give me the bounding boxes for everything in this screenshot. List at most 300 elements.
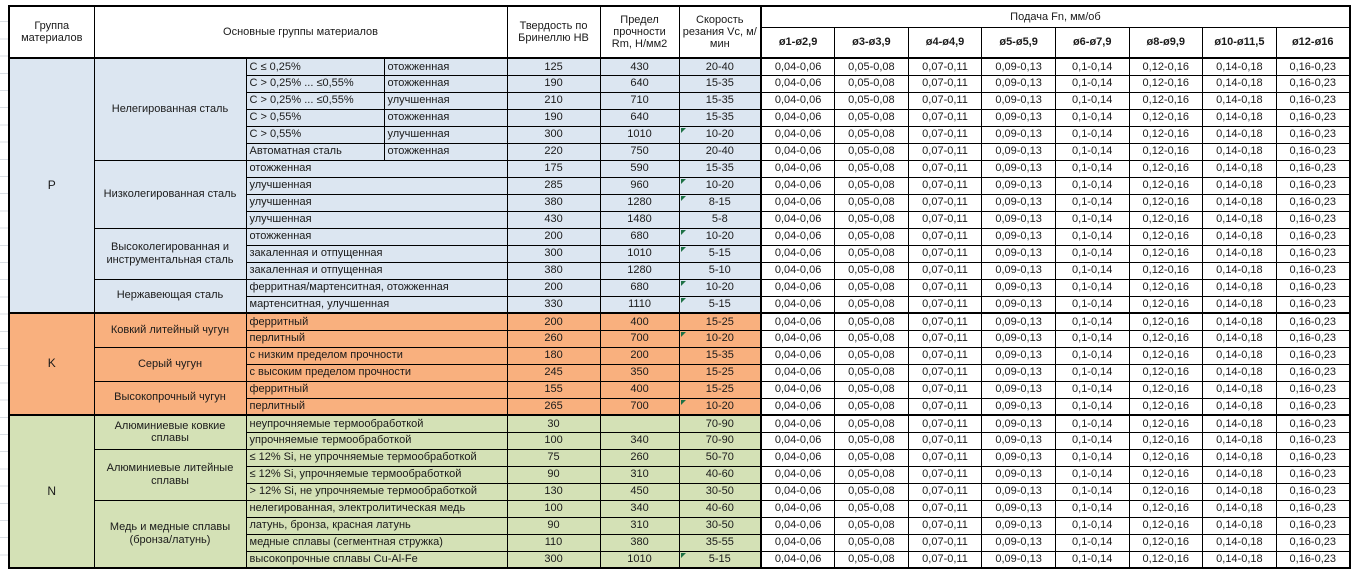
feed-cell[interactable]: 0,07-0,11 (908, 194, 982, 211)
feed-cell[interactable]: 0,09-0,13 (982, 432, 1056, 449)
feed-cell[interactable]: 0,14-0,18 (1203, 381, 1277, 398)
feed-cell[interactable]: 0,05-0,08 (835, 398, 909, 415)
feed-cell[interactable]: 0,07-0,11 (908, 347, 982, 364)
strength-cell[interactable]: 640 (600, 109, 679, 126)
feed-cell[interactable]: 0,09-0,13 (982, 228, 1056, 245)
feed-cell[interactable]: 0,16-0,23 (1276, 296, 1350, 313)
feed-cell[interactable]: 0,05-0,08 (835, 143, 909, 160)
hardness-cell[interactable]: 200 (507, 279, 600, 296)
feed-cell[interactable]: 0,07-0,11 (908, 126, 982, 143)
feed-cell[interactable]: 0,16-0,23 (1276, 483, 1350, 500)
feed-cell[interactable]: 0,09-0,13 (982, 75, 1056, 92)
subtype-cell[interactable]: C > 0,25% ... ≤0,55% (246, 92, 384, 109)
feed-cell[interactable]: 0,14-0,18 (1203, 245, 1277, 262)
col-header-material-group[interactable]: Группа материалов (9, 6, 94, 58)
feed-cell[interactable]: 0,05-0,08 (835, 500, 909, 517)
feed-cell[interactable]: 0,1-0,14 (1055, 75, 1129, 92)
feed-cell[interactable]: 0,1-0,14 (1055, 109, 1129, 126)
feed-cell[interactable]: 0,1-0,14 (1055, 177, 1129, 194)
feed-cell[interactable]: 0,16-0,23 (1276, 228, 1350, 245)
feed-cell[interactable]: 0,09-0,13 (982, 466, 1056, 483)
feed-cell[interactable]: 0,1-0,14 (1055, 432, 1129, 449)
feed-cell[interactable]: 0,1-0,14 (1055, 330, 1129, 347)
feed-cell[interactable]: 0,05-0,08 (835, 313, 909, 330)
feed-cell[interactable]: 0,04-0,06 (761, 313, 835, 330)
feed-cell[interactable]: 0,09-0,13 (982, 500, 1056, 517)
feed-cell[interactable]: 0,14-0,18 (1203, 313, 1277, 330)
feed-cell[interactable]: 0,1-0,14 (1055, 58, 1129, 75)
cutting-speed-cell[interactable]: 15-35 (679, 92, 761, 109)
cutting-speed-cell-flagged[interactable]: 5-15 (679, 296, 761, 313)
feed-cell[interactable]: 0,14-0,18 (1203, 296, 1277, 313)
feed-cell[interactable]: 0,1-0,14 (1055, 245, 1129, 262)
feed-cell[interactable]: 0,05-0,08 (835, 245, 909, 262)
feed-cell[interactable]: 0,05-0,08 (835, 58, 909, 75)
feed-cell[interactable]: 0,09-0,13 (982, 143, 1056, 160)
col-header-cutting-speed[interactable]: Скорость резания Vc, м/мин (679, 6, 761, 58)
material-desc-cell[interactable]: медные сплавы (сегментная стружка) (246, 534, 507, 551)
feed-cell[interactable]: 0,09-0,13 (982, 398, 1056, 415)
strength-cell[interactable]: 380 (600, 534, 679, 551)
feed-cell[interactable]: 0,1-0,14 (1055, 398, 1129, 415)
feed-cell[interactable]: 0,14-0,18 (1203, 194, 1277, 211)
feed-cell[interactable]: 0,07-0,11 (908, 313, 982, 330)
feed-cell[interactable]: 0,16-0,23 (1276, 534, 1350, 551)
col-header-dia-8[interactable]: ø12-ø16 (1276, 27, 1350, 58)
feed-cell[interactable]: 0,14-0,18 (1203, 143, 1277, 160)
feed-cell[interactable]: 0,1-0,14 (1055, 126, 1129, 143)
material-desc-cell[interactable]: мартенситная, улучшенная (246, 296, 507, 313)
feed-cell[interactable]: 0,16-0,23 (1276, 347, 1350, 364)
strength-cell[interactable] (600, 415, 679, 432)
cutting-speed-cell[interactable]: 20-40 (679, 143, 761, 160)
cutting-speed-cell[interactable]: 40-60 (679, 466, 761, 483)
feed-cell[interactable]: 0,14-0,18 (1203, 347, 1277, 364)
feed-cell[interactable]: 0,07-0,11 (908, 500, 982, 517)
feed-cell[interactable]: 0,14-0,18 (1203, 534, 1277, 551)
feed-cell[interactable]: 0,04-0,06 (761, 415, 835, 432)
material-group-cell[interactable]: Низколегированная сталь (94, 160, 246, 228)
cutting-speed-cell-flagged[interactable]: 10-20 (679, 279, 761, 296)
feed-cell[interactable]: 0,14-0,18 (1203, 398, 1277, 415)
feed-cell[interactable]: 0,1-0,14 (1055, 517, 1129, 534)
feed-cell[interactable]: 0,16-0,23 (1276, 415, 1350, 432)
feed-cell[interactable]: 0,14-0,18 (1203, 262, 1277, 279)
feed-cell[interactable]: 0,04-0,06 (761, 364, 835, 381)
hardness-cell[interactable]: 300 (507, 245, 600, 262)
feed-cell[interactable]: 0,1-0,14 (1055, 500, 1129, 517)
strength-cell[interactable]: 1110 (600, 296, 679, 313)
cutting-speed-cell[interactable]: 40-60 (679, 500, 761, 517)
feed-cell[interactable]: 0,04-0,06 (761, 534, 835, 551)
strength-cell[interactable]: 200 (600, 347, 679, 364)
feed-cell[interactable]: 0,04-0,06 (761, 245, 835, 262)
feed-cell[interactable]: 0,09-0,13 (982, 194, 1056, 211)
strength-cell[interactable]: 1010 (600, 126, 679, 143)
cutting-speed-cell[interactable]: 20-40 (679, 58, 761, 75)
feed-cell[interactable]: 0,14-0,18 (1203, 279, 1277, 296)
material-desc-cell[interactable]: с высоким пределом прочности (246, 364, 507, 381)
feed-cell[interactable]: 0,04-0,06 (761, 211, 835, 228)
feed-cell[interactable]: 0,04-0,06 (761, 483, 835, 500)
feed-cell[interactable]: 0,05-0,08 (835, 194, 909, 211)
feed-cell[interactable]: 0,16-0,23 (1276, 58, 1350, 75)
feed-cell[interactable]: 0,07-0,11 (908, 517, 982, 534)
strength-cell[interactable]: 310 (600, 517, 679, 534)
feed-cell[interactable]: 0,04-0,06 (761, 143, 835, 160)
strength-cell[interactable]: 640 (600, 75, 679, 92)
hardness-cell[interactable]: 100 (507, 500, 600, 517)
feed-cell[interactable]: 0,04-0,06 (761, 330, 835, 347)
feed-cell[interactable]: 0,14-0,18 (1203, 415, 1277, 432)
cutting-speed-cell[interactable]: 15-35 (679, 347, 761, 364)
treatment-cell[interactable]: улучшенная (384, 126, 507, 143)
feed-cell[interactable]: 0,07-0,11 (908, 432, 982, 449)
feed-cell[interactable]: 0,07-0,11 (908, 143, 982, 160)
material-desc-cell[interactable]: ферритная/мартенситная, отожженная (246, 279, 507, 296)
feed-cell[interactable]: 0,12-0,16 (1129, 143, 1203, 160)
feed-cell[interactable]: 0,09-0,13 (982, 415, 1056, 432)
col-header-hardness[interactable]: Твердость по Бринеллю HB (507, 6, 600, 58)
feed-cell[interactable]: 0,04-0,06 (761, 551, 835, 568)
feed-cell[interactable]: 0,1-0,14 (1055, 381, 1129, 398)
feed-cell[interactable]: 0,04-0,06 (761, 279, 835, 296)
feed-cell[interactable]: 0,05-0,08 (835, 92, 909, 109)
hardness-cell[interactable]: 175 (507, 160, 600, 177)
feed-cell[interactable]: 0,05-0,08 (835, 364, 909, 381)
feed-cell[interactable]: 0,09-0,13 (982, 262, 1056, 279)
cutting-speed-cell[interactable]: 15-25 (679, 381, 761, 398)
feed-cell[interactable]: 0,12-0,16 (1129, 517, 1203, 534)
feed-cell[interactable]: 0,04-0,06 (761, 517, 835, 534)
strength-cell[interactable]: 1010 (600, 551, 679, 568)
hardness-cell[interactable]: 285 (507, 177, 600, 194)
hardness-cell[interactable]: 220 (507, 143, 600, 160)
strength-cell[interactable]: 1280 (600, 194, 679, 211)
hardness-cell[interactable]: 200 (507, 228, 600, 245)
feed-cell[interactable]: 0,05-0,08 (835, 347, 909, 364)
feed-cell[interactable]: 0,09-0,13 (982, 483, 1056, 500)
feed-cell[interactable]: 0,14-0,18 (1203, 109, 1277, 126)
feed-cell[interactable]: 0,09-0,13 (982, 58, 1056, 75)
feed-cell[interactable]: 0,07-0,11 (908, 415, 982, 432)
material-desc-cell[interactable]: нелегированная, электролитическая медь (246, 500, 507, 517)
feed-cell[interactable]: 0,09-0,13 (982, 381, 1056, 398)
hardness-cell[interactable]: 90 (507, 517, 600, 534)
group-letter-cell[interactable]: K (9, 313, 94, 415)
material-desc-cell[interactable]: перлитный (246, 330, 507, 347)
feed-cell[interactable]: 0,09-0,13 (982, 160, 1056, 177)
strength-cell[interactable]: 710 (600, 92, 679, 109)
material-desc-cell[interactable]: отожженная (246, 228, 507, 245)
cutting-speed-cell-flagged[interactable]: 10-20 (679, 177, 761, 194)
cutting-speed-cell[interactable]: 5-10 (679, 262, 761, 279)
cutting-speed-cell[interactable]: 15-35 (679, 109, 761, 126)
feed-cell[interactable]: 0,07-0,11 (908, 296, 982, 313)
feed-cell[interactable]: 0,04-0,06 (761, 347, 835, 364)
feed-cell[interactable]: 0,05-0,08 (835, 262, 909, 279)
feed-cell[interactable]: 0,16-0,23 (1276, 364, 1350, 381)
feed-cell[interactable]: 0,05-0,08 (835, 279, 909, 296)
feed-cell[interactable]: 0,1-0,14 (1055, 160, 1129, 177)
subtype-cell[interactable]: C > 0,55% (246, 109, 384, 126)
strength-cell[interactable]: 700 (600, 330, 679, 347)
feed-cell[interactable]: 0,16-0,23 (1276, 75, 1350, 92)
feed-cell[interactable]: 0,1-0,14 (1055, 347, 1129, 364)
feed-cell[interactable]: 0,07-0,11 (908, 75, 982, 92)
cutting-speed-cell-flagged[interactable]: 5-15 (679, 551, 761, 568)
material-group-cell[interactable]: Нержавеющая сталь (94, 279, 246, 313)
feed-cell[interactable]: 0,16-0,23 (1276, 449, 1350, 466)
feed-cell[interactable]: 0,05-0,08 (835, 296, 909, 313)
feed-cell[interactable]: 0,05-0,08 (835, 177, 909, 194)
feed-cell[interactable]: 0,14-0,18 (1203, 517, 1277, 534)
feed-cell[interactable]: 0,16-0,23 (1276, 500, 1350, 517)
feed-cell[interactable]: 0,04-0,06 (761, 75, 835, 92)
material-desc-cell[interactable]: с низким пределом прочности (246, 347, 507, 364)
material-desc-cell[interactable]: неупрочняемые термообработкой (246, 415, 507, 432)
cutting-speed-cell-flagged[interactable]: 5-15 (679, 245, 761, 262)
material-desc-cell[interactable]: улучшенная (246, 177, 507, 194)
strength-cell[interactable]: 310 (600, 466, 679, 483)
subtype-cell[interactable]: Автоматная сталь (246, 143, 384, 160)
feed-cell[interactable]: 0,09-0,13 (982, 109, 1056, 126)
feed-cell[interactable]: 0,16-0,23 (1276, 262, 1350, 279)
feed-cell[interactable]: 0,12-0,16 (1129, 466, 1203, 483)
feed-cell[interactable]: 0,09-0,13 (982, 534, 1056, 551)
col-header-strength[interactable]: Предел прочности Rm, Н/мм2 (600, 6, 679, 58)
feed-cell[interactable]: 0,16-0,23 (1276, 92, 1350, 109)
material-group-cell[interactable]: Высокопрочный чугун (94, 381, 246, 415)
feed-cell[interactable]: 0,09-0,13 (982, 126, 1056, 143)
hardness-cell[interactable]: 260 (507, 330, 600, 347)
feed-cell[interactable]: 0,12-0,16 (1129, 347, 1203, 364)
feed-cell[interactable]: 0,04-0,06 (761, 449, 835, 466)
feed-cell[interactable]: 0,12-0,16 (1129, 500, 1203, 517)
hardness-cell[interactable]: 430 (507, 211, 600, 228)
feed-cell[interactable]: 0,07-0,11 (908, 364, 982, 381)
feed-cell[interactable]: 0,05-0,08 (835, 75, 909, 92)
feed-cell[interactable]: 0,16-0,23 (1276, 211, 1350, 228)
strength-cell[interactable]: 1010 (600, 245, 679, 262)
feed-cell[interactable]: 0,12-0,16 (1129, 126, 1203, 143)
hardness-cell[interactable]: 30 (507, 415, 600, 432)
cutting-speed-cell[interactable]: 30-50 (679, 483, 761, 500)
strength-cell[interactable]: 340 (600, 432, 679, 449)
feed-cell[interactable]: 0,12-0,16 (1129, 279, 1203, 296)
feed-cell[interactable]: 0,04-0,06 (761, 398, 835, 415)
col-header-dia-1[interactable]: ø1-ø2,9 (761, 27, 835, 58)
feed-cell[interactable]: 0,04-0,06 (761, 500, 835, 517)
feed-cell[interactable]: 0,1-0,14 (1055, 313, 1129, 330)
feed-cell[interactable]: 0,07-0,11 (908, 262, 982, 279)
subtype-cell[interactable]: C > 0,25% ... ≤0,55% (246, 75, 384, 92)
strength-cell[interactable]: 340 (600, 500, 679, 517)
feed-cell[interactable]: 0,16-0,23 (1276, 517, 1350, 534)
feed-cell[interactable]: 0,12-0,16 (1129, 483, 1203, 500)
feed-cell[interactable]: 0,05-0,08 (835, 432, 909, 449)
strength-cell[interactable]: 450 (600, 483, 679, 500)
cutting-speed-cell[interactable]: 30-50 (679, 517, 761, 534)
material-desc-cell[interactable]: высокопрочные сплавы Cu-Al-Fe (246, 551, 507, 568)
feed-cell[interactable]: 0,07-0,11 (908, 483, 982, 500)
feed-cell[interactable]: 0,12-0,16 (1129, 109, 1203, 126)
strength-cell[interactable]: 960 (600, 177, 679, 194)
strength-cell[interactable]: 400 (600, 313, 679, 330)
feed-cell[interactable]: 0,1-0,14 (1055, 534, 1129, 551)
feed-cell[interactable]: 0,14-0,18 (1203, 160, 1277, 177)
feed-cell[interactable]: 0,12-0,16 (1129, 415, 1203, 432)
feed-cell[interactable]: 0,14-0,18 (1203, 126, 1277, 143)
subtype-cell[interactable]: C > 0,55% (246, 126, 384, 143)
feed-cell[interactable]: 0,09-0,13 (982, 517, 1056, 534)
subtype-cell[interactable]: C ≤ 0,25% (246, 58, 384, 75)
strength-cell[interactable]: 350 (600, 364, 679, 381)
col-header-dia-6[interactable]: ø8-ø9,9 (1129, 27, 1203, 58)
hardness-cell[interactable]: 130 (507, 483, 600, 500)
hardness-cell[interactable]: 245 (507, 364, 600, 381)
feed-cell[interactable]: 0,07-0,11 (908, 551, 982, 568)
feed-cell[interactable]: 0,14-0,18 (1203, 449, 1277, 466)
feed-cell[interactable]: 0,07-0,11 (908, 160, 982, 177)
feed-cell[interactable]: 0,07-0,11 (908, 228, 982, 245)
hardness-cell[interactable]: 190 (507, 75, 600, 92)
feed-cell[interactable]: 0,07-0,11 (908, 58, 982, 75)
col-header-dia-4[interactable]: ø5-ø5,9 (982, 27, 1056, 58)
feed-cell[interactable]: 0,1-0,14 (1055, 415, 1129, 432)
strength-cell[interactable]: 700 (600, 398, 679, 415)
feed-cell[interactable]: 0,1-0,14 (1055, 92, 1129, 109)
feed-cell[interactable]: 0,05-0,08 (835, 381, 909, 398)
strength-cell[interactable]: 680 (600, 228, 679, 245)
feed-cell[interactable]: 0,07-0,11 (908, 381, 982, 398)
strength-cell[interactable]: 1480 (600, 211, 679, 228)
feed-cell[interactable]: 0,14-0,18 (1203, 228, 1277, 245)
hardness-cell[interactable]: 180 (507, 347, 600, 364)
feed-cell[interactable]: 0,07-0,11 (908, 177, 982, 194)
feed-cell[interactable]: 0,16-0,23 (1276, 143, 1350, 160)
col-header-dia-7[interactable]: ø10-ø11,5 (1203, 27, 1277, 58)
col-header-feed[interactable]: Подача Fn, мм/об (761, 6, 1350, 27)
material-desc-cell[interactable]: упрочняемые термообработкой (246, 432, 507, 449)
feed-cell[interactable]: 0,1-0,14 (1055, 143, 1129, 160)
feed-cell[interactable]: 0,07-0,11 (908, 245, 982, 262)
feed-cell[interactable]: 0,05-0,08 (835, 483, 909, 500)
strength-cell[interactable]: 750 (600, 143, 679, 160)
cutting-speed-cell-flagged[interactable]: 8-15 (679, 194, 761, 211)
feed-cell[interactable]: 0,09-0,13 (982, 551, 1056, 568)
feed-cell[interactable]: 0,05-0,08 (835, 466, 909, 483)
hardness-cell[interactable]: 90 (507, 466, 600, 483)
treatment-cell[interactable]: отожженная (384, 109, 507, 126)
feed-cell[interactable]: 0,04-0,06 (761, 58, 835, 75)
feed-cell[interactable]: 0,1-0,14 (1055, 364, 1129, 381)
feed-cell[interactable]: 0,12-0,16 (1129, 313, 1203, 330)
strength-cell[interactable]: 590 (600, 160, 679, 177)
cutting-speed-cell[interactable]: 15-35 (679, 160, 761, 177)
feed-cell[interactable]: 0,04-0,06 (761, 194, 835, 211)
feed-cell[interactable]: 0,04-0,06 (761, 126, 835, 143)
feed-cell[interactable]: 0,09-0,13 (982, 449, 1056, 466)
hardness-cell[interactable]: 380 (507, 262, 600, 279)
treatment-cell[interactable]: отожженная (384, 58, 507, 75)
feed-cell[interactable]: 0,05-0,08 (835, 551, 909, 568)
feed-cell[interactable]: 0,07-0,11 (908, 466, 982, 483)
feed-cell[interactable]: 0,1-0,14 (1055, 466, 1129, 483)
feed-cell[interactable]: 0,14-0,18 (1203, 432, 1277, 449)
hardness-cell[interactable]: 300 (507, 126, 600, 143)
material-desc-cell[interactable]: закаленная и отпущенная (246, 262, 507, 279)
feed-cell[interactable]: 0,09-0,13 (982, 364, 1056, 381)
feed-cell[interactable]: 0,12-0,16 (1129, 551, 1203, 568)
feed-cell[interactable]: 0,05-0,08 (835, 449, 909, 466)
material-group-cell[interactable]: Алюминиевые литейные сплавы (94, 449, 246, 500)
feed-cell[interactable]: 0,09-0,13 (982, 279, 1056, 296)
cutting-speed-cell[interactable]: 15-35 (679, 75, 761, 92)
material-desc-cell[interactable]: отожженная (246, 160, 507, 177)
material-group-cell[interactable]: Нелегированная сталь (94, 58, 246, 160)
material-desc-cell[interactable]: улучшенная (246, 194, 507, 211)
material-group-cell[interactable]: Высоколегированная и инструментальная сталь (94, 228, 246, 279)
feed-cell[interactable]: 0,12-0,16 (1129, 245, 1203, 262)
material-desc-cell[interactable]: ферритный (246, 313, 507, 330)
feed-cell[interactable]: 0,14-0,18 (1203, 92, 1277, 109)
col-header-dia-5[interactable]: ø6-ø7,9 (1055, 27, 1129, 58)
feed-cell[interactable]: 0,05-0,08 (835, 517, 909, 534)
hardness-cell[interactable]: 210 (507, 92, 600, 109)
feed-cell[interactable]: 0,04-0,06 (761, 109, 835, 126)
feed-cell[interactable]: 0,12-0,16 (1129, 228, 1203, 245)
strength-cell[interactable]: 1280 (600, 262, 679, 279)
material-desc-cell[interactable]: закаленная и отпущенная (246, 245, 507, 262)
feed-cell[interactable]: 0,04-0,06 (761, 177, 835, 194)
strength-cell[interactable]: 400 (600, 381, 679, 398)
feed-cell[interactable]: 0,05-0,08 (835, 160, 909, 177)
feed-cell[interactable]: 0,16-0,23 (1276, 330, 1350, 347)
feed-cell[interactable]: 0,07-0,11 (908, 330, 982, 347)
treatment-cell[interactable]: отожженная (384, 143, 507, 160)
feed-cell[interactable]: 0,09-0,13 (982, 245, 1056, 262)
feed-cell[interactable]: 0,05-0,08 (835, 228, 909, 245)
col-header-dia-3[interactable]: ø4-ø4,9 (908, 27, 982, 58)
treatment-cell[interactable]: отожженная (384, 75, 507, 92)
material-desc-cell[interactable]: улучшенная (246, 211, 507, 228)
feed-cell[interactable]: 0,16-0,23 (1276, 245, 1350, 262)
feed-cell[interactable]: 0,16-0,23 (1276, 551, 1350, 568)
feed-cell[interactable]: 0,09-0,13 (982, 177, 1056, 194)
material-desc-cell[interactable]: > 12% Si, не упрочняемые термообработкой (246, 483, 507, 500)
feed-cell[interactable]: 0,07-0,11 (908, 279, 982, 296)
material-desc-cell[interactable]: латунь, бронза, красная латунь (246, 517, 507, 534)
col-header-dia-2[interactable]: ø3-ø3,9 (835, 27, 909, 58)
material-desc-cell[interactable]: ≤ 12% Si, не упрочняемые термообработкой (246, 449, 507, 466)
feed-cell[interactable]: 0,07-0,11 (908, 109, 982, 126)
feed-cell[interactable]: 0,1-0,14 (1055, 483, 1129, 500)
feed-cell[interactable]: 0,07-0,11 (908, 398, 982, 415)
cutting-speed-cell[interactable]: 50-70 (679, 449, 761, 466)
feed-cell[interactable]: 0,12-0,16 (1129, 58, 1203, 75)
hardness-cell[interactable]: 75 (507, 449, 600, 466)
feed-cell[interactable]: 0,14-0,18 (1203, 58, 1277, 75)
feed-cell[interactable]: 0,12-0,16 (1129, 364, 1203, 381)
feed-cell[interactable]: 0,16-0,23 (1276, 381, 1350, 398)
feed-cell[interactable]: 0,14-0,18 (1203, 483, 1277, 500)
feed-cell[interactable]: 0,09-0,13 (982, 296, 1056, 313)
feed-cell[interactable]: 0,04-0,06 (761, 160, 835, 177)
feed-cell[interactable]: 0,1-0,14 (1055, 194, 1129, 211)
treatment-cell[interactable]: улучшенная (384, 92, 507, 109)
feed-cell[interactable]: 0,05-0,08 (835, 126, 909, 143)
